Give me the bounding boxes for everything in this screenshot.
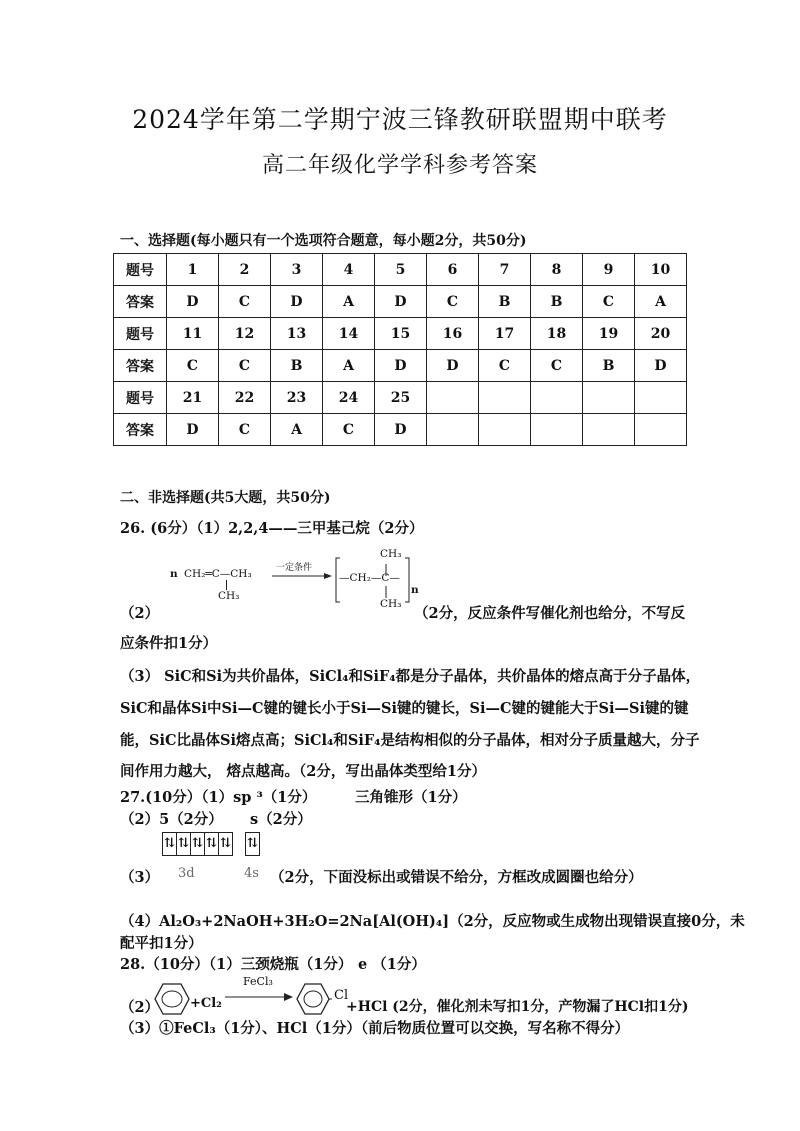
polymer-n: n [411, 584, 419, 596]
page-subtitle: 高二年级化学学科参考答案 [261, 153, 538, 178]
reactant-ch3: CH₃ [218, 590, 240, 602]
answer-row [114, 286, 687, 318]
answer-cell: D [375, 286, 427, 318]
q28-line2-label: （2） [120, 999, 160, 1016]
answer-row [114, 350, 687, 382]
q28-line1-right: e （1分） [358, 956, 426, 973]
question-cell: 21 [167, 382, 219, 414]
question-cell: 12 [219, 318, 271, 350]
question-cell [531, 382, 583, 414]
answer-cell: B [271, 350, 323, 382]
reaction-arrow-icon-2 [225, 992, 293, 1002]
question-cell: 1 [167, 254, 219, 286]
section2-heading: 二、非选择题(共5大题，共50分) [120, 490, 331, 506]
q26-line2-tail: （2分，反应条件写催化剂也给分，不写反 [414, 605, 686, 622]
orbital-box-5: ⇅ [218, 832, 233, 856]
polymer-ch3-bottom: CH₃ [380, 598, 402, 610]
answer-cell: A [323, 286, 375, 318]
answer-cell: B [531, 286, 583, 318]
q26-line2-label: （2） [120, 605, 160, 622]
orbital-box-4: ⇅ [204, 832, 219, 856]
answer-cell: B [583, 350, 635, 382]
question-cell: 18 [531, 318, 583, 350]
orbital-box-1: ⇅ [162, 832, 177, 856]
benzene-product-icon [296, 982, 332, 1016]
section1-heading: 一、选择题(每小题只有一个选项符合题意，每小题2分，共50分) [120, 233, 527, 249]
q27-line2-right: s（2分） [250, 811, 312, 828]
question-cell: 13 [271, 318, 323, 350]
question-row-label: 题号 [114, 318, 167, 350]
reactant-bond [226, 580, 227, 590]
question-cell: 7 [479, 254, 531, 286]
answer-cell [479, 414, 531, 446]
chlorine-reagent: +Cl₂ [190, 996, 222, 1011]
answer-cell: D [167, 286, 219, 318]
question-cell: 17 [479, 318, 531, 350]
orbital-3d [162, 832, 232, 856]
answer-cell: C [167, 350, 219, 382]
question-row [114, 254, 687, 286]
answer-row [114, 414, 687, 446]
question-cell: 4 [323, 254, 375, 286]
orbital-box-2: ⇅ [176, 832, 191, 856]
answer-row-label: 答案 [114, 350, 167, 382]
question-cell: 15 [375, 318, 427, 350]
reaction-condition: 一定条件 [276, 563, 313, 573]
q27-line3-label: （3） [120, 869, 160, 886]
answer-cell: C [219, 286, 271, 318]
answer-cell: A [271, 414, 323, 446]
q27-line2: （2）5（2分） [120, 811, 223, 828]
question-cell: 20 [635, 318, 687, 350]
q26-p3-line1: （3） SiC和Si为共价晶体，SiCl₄和SiF₄都是分子晶体，共价晶体的熔点高于分子晶体， [120, 668, 701, 685]
question-cell [427, 382, 479, 414]
question-cell: 14 [323, 318, 375, 350]
answer-cell [583, 414, 635, 446]
question-cell [583, 382, 635, 414]
answer-cell: D [271, 286, 323, 318]
q27-line5: 配平扣1分） [120, 935, 203, 952]
question-cell: 22 [219, 382, 271, 414]
benzene-reactant-icon [153, 982, 191, 1016]
answer-cell: B [479, 286, 531, 318]
answer-cell: A [323, 350, 375, 382]
answer-row-label: 答案 [114, 414, 167, 446]
question-cell: 8 [531, 254, 583, 286]
reaction-arrow-icon [272, 572, 332, 580]
answer-cell [635, 414, 687, 446]
answer-cell: D [375, 414, 427, 446]
orbital-4s-label: 4s [244, 866, 259, 881]
question-cell [479, 382, 531, 414]
question-cell: 24 [323, 382, 375, 414]
q28-line1: 28.（10分）（1）三颈烧瓶（1分） [120, 956, 353, 973]
question-cell: 25 [375, 382, 427, 414]
answer-cell: D [167, 414, 219, 446]
q27-line4: （4）Al₂O₃+2NaOH+3H₂O=2Na[Al(OH)₄]（2分，反应物或生成物出现错误直接0分，未 [120, 913, 745, 930]
question-cell [635, 382, 687, 414]
answer-cell [531, 414, 583, 446]
answer-table [113, 253, 687, 446]
answer-cell: C [323, 414, 375, 446]
q26-polymer [335, 548, 419, 616]
orbital-box-3: ⇅ [190, 832, 205, 856]
q28-line3: （3）①FeCl₃（1分）、HCl（1分）（前后物质位置可以交换，写名称不得分） [120, 1020, 630, 1037]
catalyst-label: FeCl₃ [243, 975, 273, 988]
question-cell: 5 [375, 254, 427, 286]
orbital-box-6: ⇅ [245, 832, 260, 856]
answer-cell: D [635, 350, 687, 382]
question-cell: 16 [427, 318, 479, 350]
reactant-n: n [170, 568, 178, 580]
question-cell: 2 [219, 254, 271, 286]
polymer-ch3-top: CH₃ [380, 548, 402, 560]
q27-line1: 27.(10分）（1）sp ³（1分） [120, 789, 317, 806]
orbital-4s [245, 832, 259, 856]
answer-cell: D [427, 350, 479, 382]
question-row-label: 题号 [114, 382, 167, 414]
orbital-3d-label: 3d [178, 866, 195, 881]
q26-line3: 应条件扣1分） [120, 635, 218, 652]
q27-line3-tail: （2分，下面没标出或错误不给分，方框改成圆圈也给分） [270, 869, 643, 886]
question-row [114, 382, 687, 414]
question-row [114, 318, 687, 350]
polymer-chain: —CH₂—C— [339, 572, 400, 584]
q28-line2-tail: +HCl (2分，催化剂未写扣1分，产物漏了HCl扣1分) [346, 999, 689, 1015]
answer-cell: C [479, 350, 531, 382]
answer-cell: D [375, 350, 427, 382]
question-cell: 11 [167, 318, 219, 350]
question-row-label: 题号 [114, 254, 167, 286]
question-cell: 23 [271, 382, 323, 414]
answer-cell: C [219, 350, 271, 382]
page-title: 2024学年第二学期宁波三锋教研联盟期中联考 [132, 105, 668, 134]
q26-p3-line2: SiC和晶体Si中Si—C键的键长小于Si—Si键的键长，Si—C键的键能大于Si—Si键的键 [120, 700, 689, 717]
answer-cell: A [635, 286, 687, 318]
q26-p3-line4: 间作用力越大， 熔点越高。（2分，写出晶体类型给1分） [120, 763, 486, 780]
answer-cell: C [583, 286, 635, 318]
q26-p3-line3: 能，SiC比晶体Si熔点高；SiCl₄和SiF₄是结构相似的分子晶体，相对分子质量越大，分子 [120, 732, 700, 749]
reactant-formula: CH₂═C—CH₃ [184, 568, 252, 580]
answer-cell: C [531, 350, 583, 382]
answer-cell [427, 414, 479, 446]
answer-cell: C [427, 286, 479, 318]
answer-cell: C [219, 414, 271, 446]
answer-row-label: 答案 [114, 286, 167, 318]
q27-line1-right: 三角锥形（1分） [355, 789, 467, 806]
question-cell: 19 [583, 318, 635, 350]
q26-line1: 26. (6分）（1）2,2,4——三甲基己烷（2分） [120, 520, 424, 537]
question-cell: 10 [635, 254, 687, 286]
chloro-substituent: Cl [334, 988, 349, 1003]
question-cell: 9 [583, 254, 635, 286]
question-cell: 6 [427, 254, 479, 286]
question-cell: 3 [271, 254, 323, 286]
